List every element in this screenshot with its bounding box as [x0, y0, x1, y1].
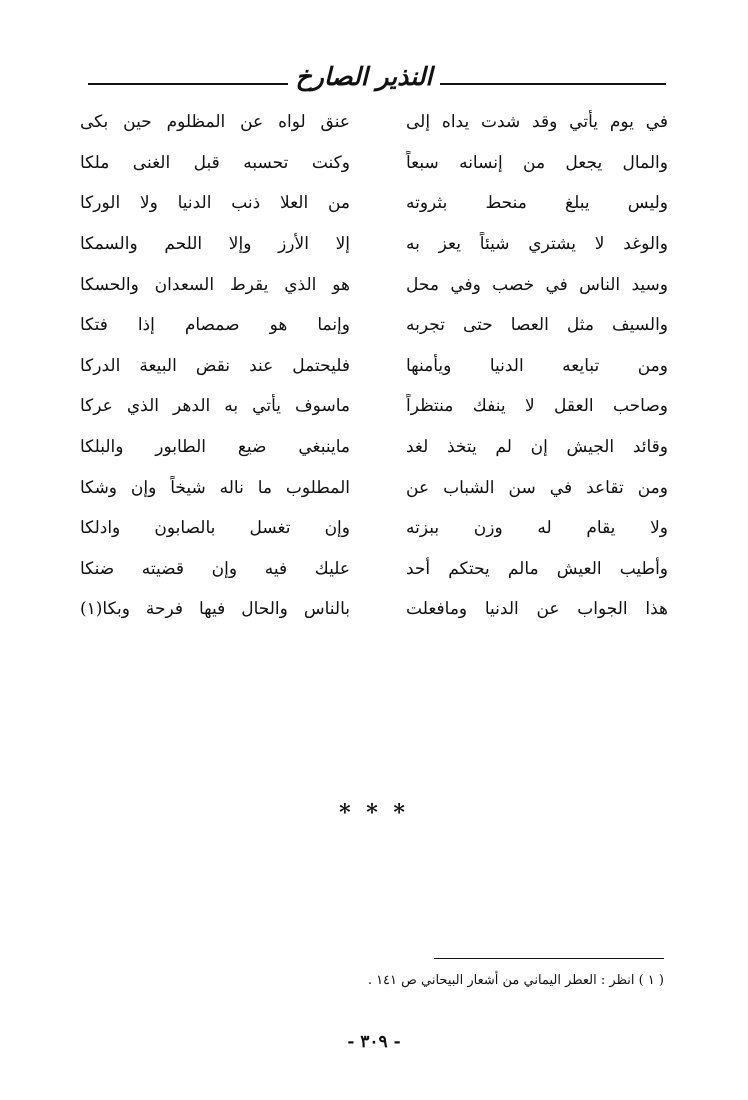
verse-first-hemistich: وصاحب العقل لا ينفك منتظراً [406, 396, 668, 417]
verse-second-hemistich: ماينبغي ضيع الطابور والبلكا [80, 437, 350, 458]
verse-second-hemistich: فليحتمل عند نقض البيعة الدركا [80, 355, 350, 376]
verse [80, 102, 668, 143]
verse [80, 183, 668, 224]
verse-first-hemistich: هذا الجواب عن الدنيا ومافعلت [406, 599, 668, 620]
page-number: - ٣٠٩ - [347, 1032, 401, 1052]
verse-second-hemistich: إلا الأرز وإلا اللحم والسمكا [80, 234, 350, 255]
verse [80, 467, 668, 508]
section-ornament: * * * [339, 800, 409, 826]
verse [80, 224, 668, 265]
verse-second-hemistich: وإنما هو صمصام إذا فتكا [80, 315, 350, 336]
verse [80, 508, 668, 549]
verse-first-hemistich: في يوم يأتي وقد شدت يداه إلى [406, 112, 668, 133]
verse [80, 143, 668, 184]
verse-second-hemistich: ماسوف يأتي به الدهر الذي عركا [80, 396, 350, 417]
verse-first-hemistich: ومن تقاعد في سن الشباب عن [406, 477, 668, 498]
verse-first-hemistich: وسيد الناس في خصب وفي محل [406, 274, 668, 295]
footnote: ( ١ ) انظر : العطر اليماني من أشعار البيحاني ص ١٤١ . [367, 973, 664, 988]
verse-second-hemistich: وكنت تحسبه قبل الغنى ملكا [80, 152, 350, 173]
verse-first-hemistich: وقائد الجيش إن لم يتخذ لغد [406, 437, 668, 458]
verse [80, 264, 668, 305]
verse [80, 589, 668, 630]
verse-second-hemistich: المطلوب ما ناله شيخاً وإن وشكا [80, 477, 350, 498]
verse-second-hemistich: عليك فيه وإن قضيته ضنكا [80, 558, 350, 579]
verse-first-hemistich: ومن تبايعه الدنيا ويأمنها [406, 355, 668, 376]
verse [80, 549, 668, 590]
verse-second-hemistich: من العلا ذنب الدنيا ولا الوركا [80, 193, 350, 214]
footnote-rule [434, 958, 664, 959]
verse [80, 386, 668, 427]
verse [80, 346, 668, 387]
verse [80, 305, 668, 346]
verse [80, 427, 668, 468]
header-rule-left [88, 83, 288, 85]
verse-first-hemistich: والسيف مثل العصا حتى تجربه [406, 315, 668, 336]
verse-second-hemistich: بالناس والحال فيها فرحة وبكا(١) [80, 599, 350, 620]
page-header [88, 60, 666, 96]
verse-second-hemistich: وإن تغسل بالصابون وادلكا [80, 518, 350, 539]
verse-first-hemistich: والوغد لا يشتري شيئاً يعز به [406, 234, 668, 255]
verse-first-hemistich: وأطيب العيش مالم يحتكم أحد [406, 558, 668, 579]
verse-second-hemistich: عنق لواه عن المظلوم حين بكى [80, 112, 350, 133]
verse-second-hemistich: هو الذي يقرط السعدان والحسكا [80, 274, 350, 295]
verse-first-hemistich: والمال يجعل من إنسانه سبعاً [406, 152, 668, 173]
verse-first-hemistich: ولا يقام له وزن ببزته [406, 518, 668, 539]
poem [80, 102, 668, 630]
running-title: النذير الصارخ [295, 62, 433, 91]
header-rule-right [440, 83, 666, 85]
verse-first-hemistich: وليس يبلغ منحط بثروته [406, 193, 668, 214]
